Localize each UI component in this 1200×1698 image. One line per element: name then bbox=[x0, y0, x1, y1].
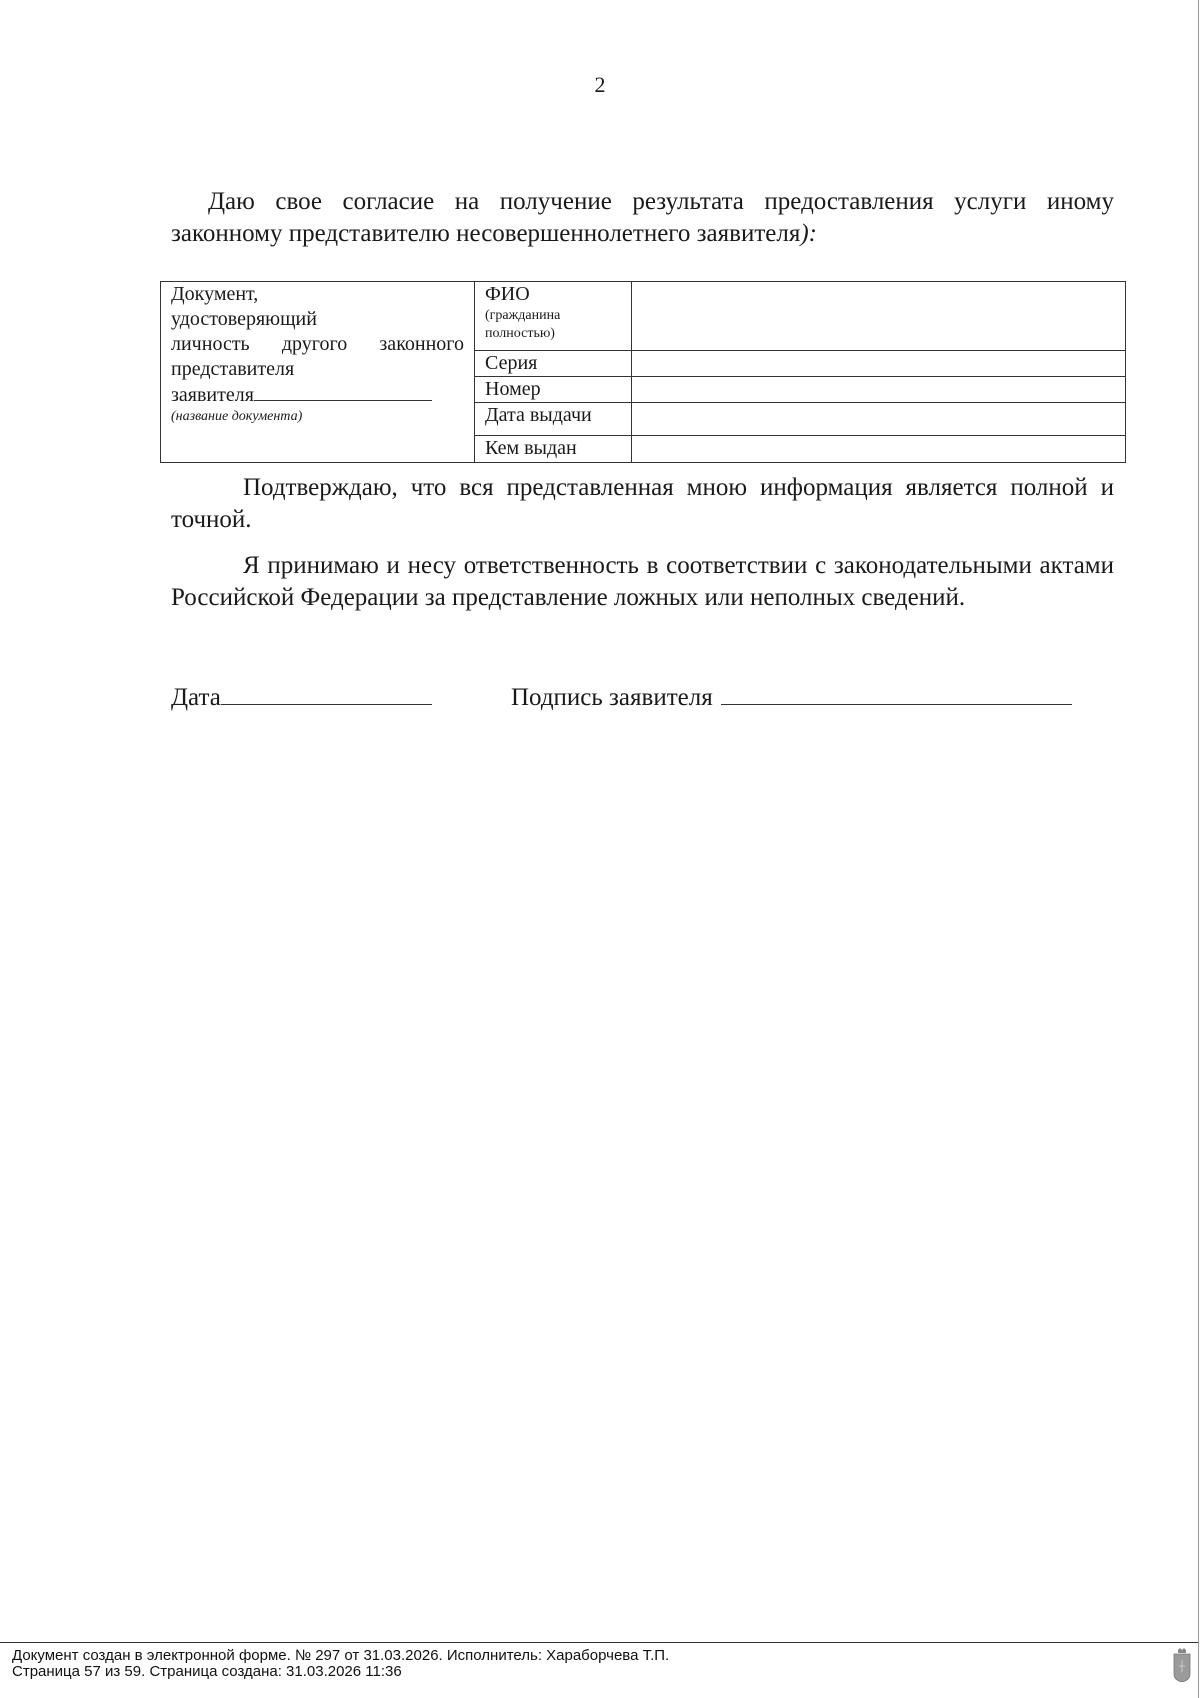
consent-suffix: ): bbox=[800, 220, 817, 247]
date-field bbox=[171, 678, 432, 714]
date-blank[interactable] bbox=[221, 678, 432, 705]
footer-line: Страница 57 из 59. Страница создана: 31.03.2026 11:36 bbox=[12, 1663, 402, 1680]
coat-of-arms-icon bbox=[1172, 1648, 1192, 1682]
issue-date-value-cell[interactable] bbox=[632, 403, 1126, 436]
fio-value-cell[interactable] bbox=[632, 282, 1126, 351]
consent-paragraph bbox=[171, 186, 1114, 250]
doc-desc-line: представителя bbox=[171, 358, 295, 380]
document-footer bbox=[12, 1648, 669, 1680]
date-label-cell bbox=[475, 403, 632, 436]
signature-label: Подпись заявителя bbox=[511, 684, 713, 711]
series-label: Серия bbox=[485, 352, 538, 374]
footer-line: Документ создан в электронной форме. № 297 от 31.03.2026. Исполнитель: Хараборчева Т.П. bbox=[12, 1647, 670, 1664]
doc-desc-name-line bbox=[171, 382, 464, 408]
number-label: Номер bbox=[485, 378, 541, 400]
date-label: Дата bbox=[171, 684, 221, 711]
document-description-cell bbox=[161, 282, 475, 463]
doc-desc-line: заявителя bbox=[171, 384, 254, 406]
series-label-cell bbox=[475, 351, 632, 377]
footer-divider bbox=[0, 1642, 1198, 1643]
doc-desc-line: удостоверяющий bbox=[171, 308, 317, 330]
series-value-cell[interactable] bbox=[632, 351, 1126, 377]
confirmation-paragraph: Подтверждаю, что вся представленная мною информация является полной и точной. bbox=[171, 474, 1114, 533]
responsibility-paragraph: Я принимаю и несу ответственность в соответствии с законодательными актами Российской Федерации за представление ложных или неполных сведений. bbox=[171, 552, 1114, 611]
signature-field bbox=[511, 678, 1072, 714]
number-value-cell[interactable] bbox=[632, 377, 1126, 403]
doc-desc-line: Документ, bbox=[171, 283, 259, 305]
document-name-blank[interactable] bbox=[254, 382, 432, 401]
issuer-label-cell bbox=[475, 436, 632, 463]
page-right-edge bbox=[1198, 0, 1199, 1698]
issue-date-label: Дата выдачи bbox=[485, 404, 592, 426]
signature-blank[interactable] bbox=[721, 678, 1072, 705]
fio-label: ФИО bbox=[485, 283, 530, 305]
page-number: 2 bbox=[594, 72, 606, 97]
fio-hint: (гражданина полностью) bbox=[485, 308, 561, 341]
doc-desc-line: личность другого законного bbox=[171, 333, 464, 355]
number-label-cell bbox=[475, 377, 632, 403]
issuer-label: Кем выдан bbox=[485, 437, 577, 459]
identity-document-table bbox=[160, 281, 1126, 463]
fio-label-cell bbox=[475, 282, 632, 351]
issuer-value-cell[interactable] bbox=[632, 436, 1126, 463]
document-name-caption: (название документа) bbox=[171, 409, 303, 424]
consent-text: Даю свое согласие на получение результата предоставления услуги иному законному представителю несовершеннолетнего заявителя bbox=[171, 188, 1114, 247]
